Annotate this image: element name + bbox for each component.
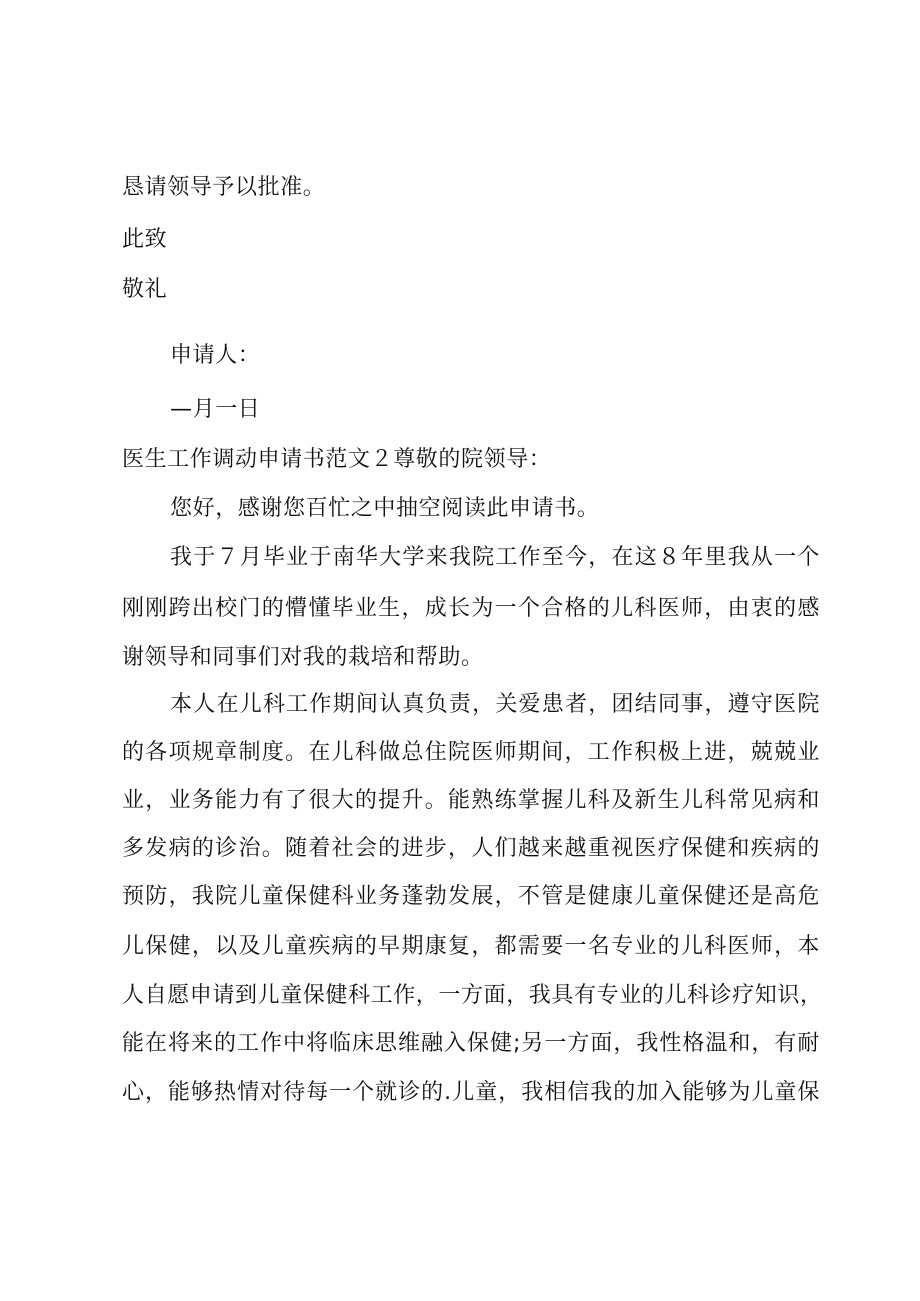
para1-line: 谢领导和同事们对我的栽培和帮助。 (122, 645, 484, 670)
para2-line: 能在将来的工作中将临床思维融入保健;另一方面，我性格温和，有耐 (122, 1031, 820, 1056)
salutation-jingli: 敬礼 (122, 277, 168, 302)
para2-line: 多发病的诊治。随着社会的进步，人们越来越重视医疗保健和疾病的 (122, 836, 820, 861)
applicant-label: 申请人： (170, 343, 261, 368)
para2-line: 的各项规章制度。在儿科做总住院医师期间，工作积极上进，兢兢业 (122, 740, 820, 765)
para2-line: 预防，我院儿童保健科业务蓬勃发展，不管是健康儿童保健还是高危 (122, 884, 820, 909)
para2-line: 业，业务能力有了很大的提升。能熟练掌握儿科及新生儿科常见病和 (122, 788, 820, 813)
closing-request: 恳请领导予以批准。 (122, 175, 326, 200)
para2-line: 本人在儿科工作期间认真负责，关爱患者，团结同事，遵守医院 (170, 692, 820, 717)
para2-line: 儿保健，以及儿童疾病的早期康复，都需要一名专业的儿科医师，本 (122, 934, 820, 959)
salutation-cizhi: 此致 (122, 227, 168, 252)
date-line: —月一日 (170, 397, 261, 422)
para1-line: 刚刚跨出校门的懵懂毕业生，成长为一个合格的儿科医师，由衷的感 (122, 596, 820, 621)
letter-heading: 医生工作调动申请书范文２尊敬的院领导： (122, 447, 552, 472)
para1-line: 我于７月毕业于南华大学来我院工作至今，在这８年里我从一个 (170, 545, 820, 570)
greeting-line: 您好，感谢您百忙之中抽空阅读此申请书。 (170, 496, 600, 521)
para2-line: 心，能够热情对待每一个就诊的.儿童，我相信我的加入能够为儿童保 (122, 1080, 820, 1105)
para2-line: 人自愿申请到儿童保健科工作，一方面，我具有专业的儿科诊疗知识， (122, 983, 823, 1008)
